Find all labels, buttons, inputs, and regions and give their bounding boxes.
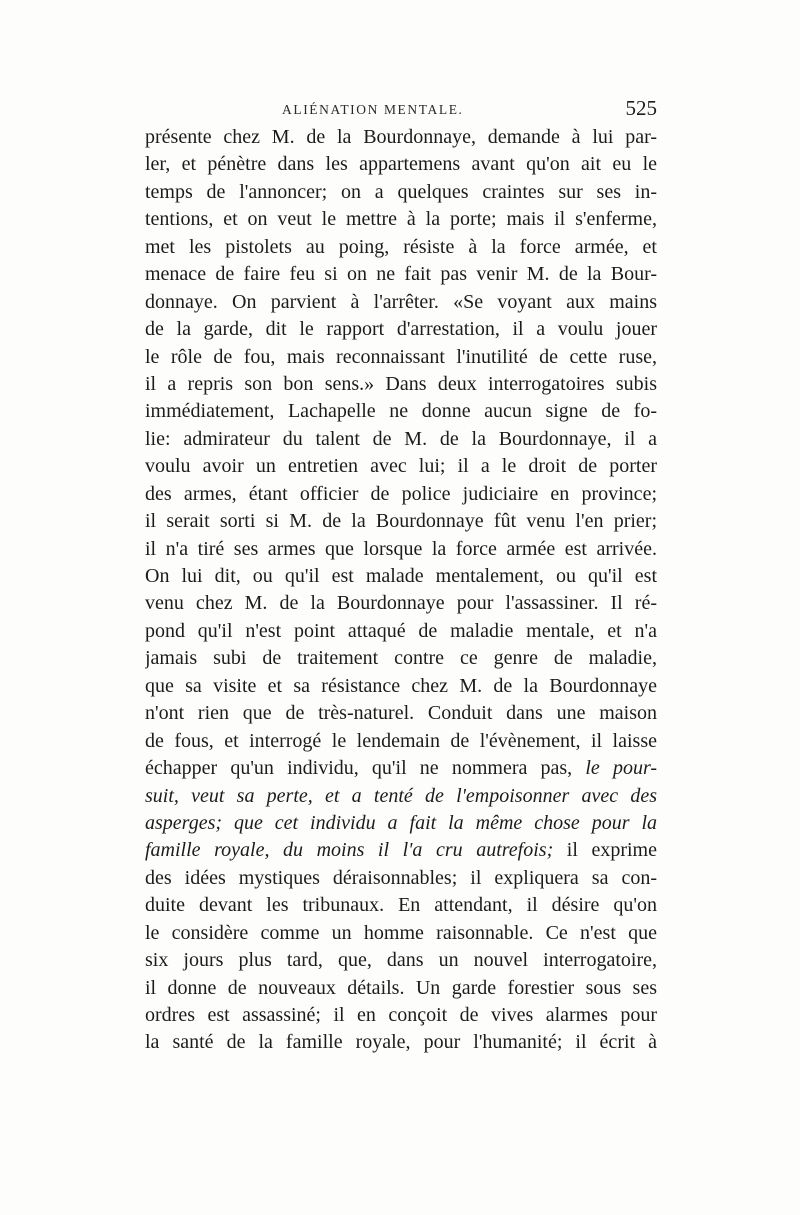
text-line — [145, 563, 657, 590]
text-segment: il exprime — [553, 839, 657, 862]
text-line — [145, 810, 657, 837]
text-line — [145, 234, 657, 261]
text-segment: échapper qu'un individu, qu'il ne nommera pas, — [145, 757, 586, 780]
text-line — [145, 975, 657, 1002]
text-line — [145, 536, 657, 563]
text-line — [145, 618, 657, 645]
text-line — [145, 892, 657, 919]
text-segment: temps de l'annoncer; on a quelques craintes sur ses in- — [145, 180, 657, 203]
text-line — [145, 1029, 657, 1056]
text-segment: tentions, et on veut le mettre à la porte; mais il s'enferme, — [145, 208, 657, 231]
text-segment: lie: admirateur du talent de M. de la Bourdonnaye, il a — [145, 427, 657, 450]
text-segment: présente chez M. de la Bourdonnaye, demande à lui par- — [145, 126, 657, 148]
text-line — [145, 1002, 657, 1029]
text-segment: duite devant les tribunaux. En attendant, il désire qu'on — [145, 894, 657, 917]
text-line — [145, 453, 657, 480]
text-line — [145, 426, 657, 453]
text-segment: des armes, étant officier de police judiciaire en province; — [145, 482, 657, 505]
text-line — [145, 481, 657, 508]
italic-text: le pour- — [585, 757, 657, 780]
italic-text: famille royale, du moins il l'a cru autrefois; — [145, 839, 554, 862]
text-segment: menace de faire feu si on ne fait pas venir M. de la Bour- — [145, 263, 657, 286]
text-segment: ordres est assassiné; il en conçoit de vives alarmes pour — [145, 1004, 657, 1026]
text-segment: jamais subi de traitement contre ce genre de maladie, — [145, 647, 657, 670]
text-segment: le rôle de fou, mais reconnaissant l'inutilité de cette ruse, — [145, 345, 657, 368]
text-line — [145, 508, 657, 535]
text-line — [145, 124, 657, 151]
page-number: 525 — [625, 96, 657, 120]
text-segment: n'ont rien que de très-naturel. Conduit dans une maison — [145, 702, 657, 725]
text-segment: pond qu'il n'est point attaqué de maladie mentale, et n'a — [145, 619, 657, 642]
text-segment: il donne de nouveaux détails. Un garde forestier sous ses — [145, 976, 657, 999]
text-line — [145, 398, 657, 425]
text-segment: On lui dit, ou qu'il est malade mentalement, ou qu'il est — [145, 565, 657, 587]
text-line — [145, 755, 657, 782]
text-line — [145, 261, 657, 288]
text-line — [145, 645, 657, 672]
running-head — [145, 96, 657, 124]
text-line — [145, 371, 657, 398]
text-line — [145, 289, 657, 316]
text-segment: immédiatement, Lachapelle ne donne aucun signe de fo- — [145, 400, 657, 423]
body-text — [145, 124, 657, 1057]
text-segment: voulu avoir un entretien avec lui; il a le droit de porter — [145, 455, 657, 478]
text-line — [145, 316, 657, 343]
text-segment: de la garde, dit le rapport d'arrestation, il a voulu jouer — [145, 318, 657, 341]
italic-text: suit, veut sa perte, et a tenté de l'empoisonner avec des — [145, 784, 657, 807]
text-segment: de fous, et interrogé le lendemain de l'évènement, il laisse — [145, 729, 657, 752]
text-segment: il serait sorti si M. de la Bourdonnaye fût venu l'en prier; — [145, 510, 657, 533]
text-line — [145, 673, 657, 700]
text-segment: la santé de la famille royale, pour l'humanité; il écrit à — [145, 1031, 657, 1054]
text-line — [145, 837, 657, 864]
text-segment: venu chez M. de la Bourdonnaye pour l'assassiner. Il ré- — [145, 592, 657, 615]
text-line — [145, 700, 657, 727]
italic-text: asperges; que cet individu a fait la même chose pour la — [145, 811, 657, 834]
text-segment: le considère comme un homme raisonnable. Ce n'est que — [145, 921, 657, 944]
text-segment: il a repris son bon sens.» Dans deux interrogatoires subis — [145, 372, 657, 395]
running-title: ALIÉNATION MENTALE. — [282, 102, 464, 117]
text-line — [145, 865, 657, 892]
text-line — [145, 783, 657, 810]
text-line — [145, 206, 657, 233]
text-segment: des idées mystiques déraisonnables; il expliquera sa con- — [145, 866, 657, 889]
text-line — [145, 151, 657, 178]
text-segment: met les pistolets au poing, résiste à la force armée, et — [145, 235, 657, 258]
text-segment: six jours plus tard, que, dans un nouvel interrogatoire, — [145, 949, 657, 972]
text-line — [145, 179, 657, 206]
text-line — [145, 728, 657, 755]
text-line — [145, 590, 657, 617]
text-segment: il n'a tiré ses armes que lorsque la force armée est arrivée. — [145, 537, 657, 560]
text-segment: donnaye. On parvient à l'arrêter. «Se voyant aux mains — [145, 290, 657, 313]
text-segment: que sa visite et sa résistance chez M. de la Bourdonnaye — [145, 674, 657, 697]
text-line — [145, 947, 657, 974]
text-line — [145, 920, 657, 947]
text-line — [145, 344, 657, 371]
text-segment: ler, et pénètre dans les appartemens avant qu'on ait eu le — [145, 153, 657, 176]
